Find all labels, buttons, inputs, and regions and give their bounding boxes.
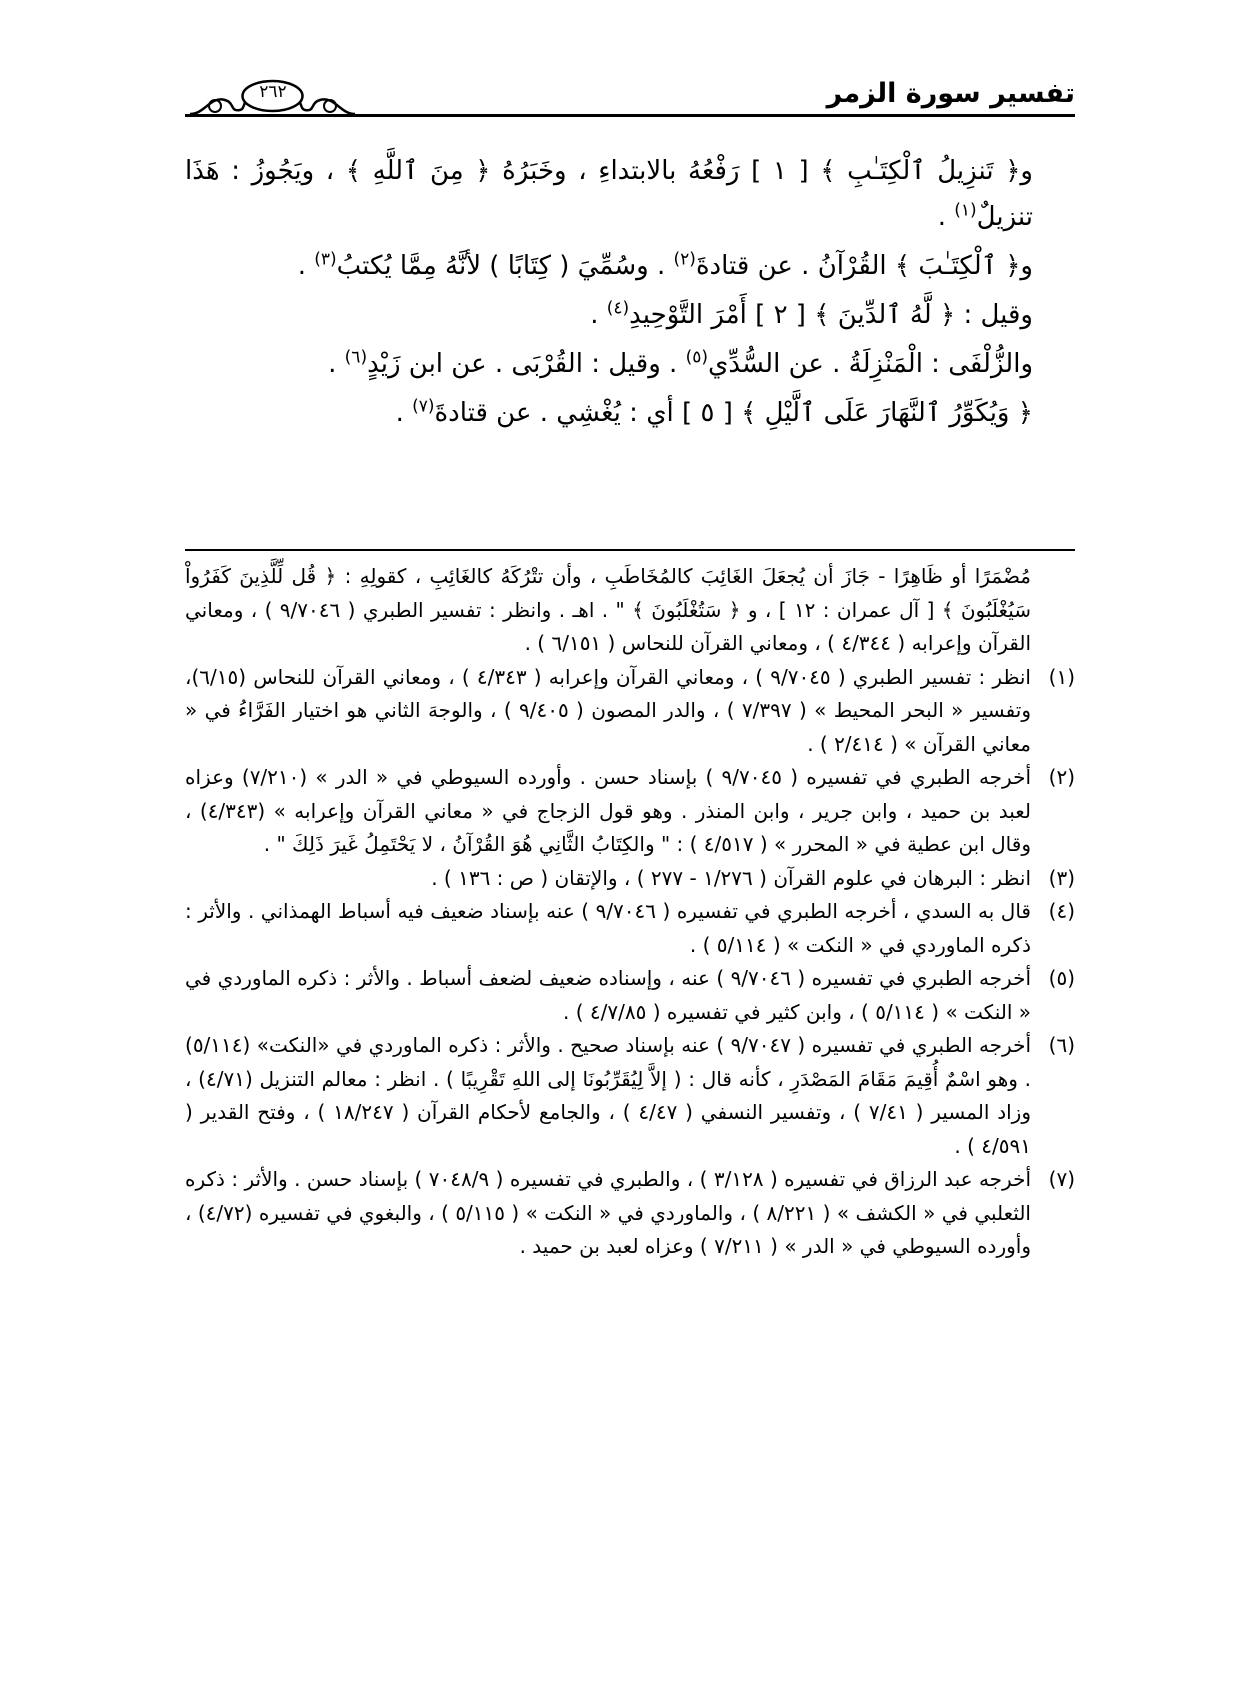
- footnote: [185, 761, 1075, 862]
- footnote-number: (١): [1048, 664, 1075, 689]
- main-paragraph: ﴿ وَيُكَوِّرُ ٱلنَّهَارَ عَلَى ٱلَّيْلِ ﴾ [ ٥ ] أي : يُغْشِي . عن قتادةَ$^{(٧)}$ .: [395, 396, 1033, 428]
- footnote: [185, 895, 1075, 962]
- footnotes: [185, 560, 1075, 1264]
- footnote: [185, 1163, 1075, 1264]
- footnote-number: (٦): [1048, 1033, 1075, 1057]
- footnote-ref: (٣): [314, 249, 337, 270]
- main-paragraph: والزُّلْفَى : الْمَنْزِلَةُ . عن السُّدِّي$^{(٥)}$ . وقيل : القُرْبَى . عن ابن زَيْدٍ$^{(٦)}$ .: [328, 347, 1033, 379]
- footnote-continuation: مُضْمَرًا أو ظَاهِرًا - جَازَ أن يُجعَلَ الغَائِبَ كالمُخَاطَبِ ، وأن تتْرُكَهُ كالغَائِبِ ، كقولِهِ : ﴿ قُل لِّلَّذِينَ كَفَرُواْ سَيُغْلَبُونَ ﴾ [ آل عمران : ١٢ ] ، و ﴿ سَتُغْلَبُونَ ﴾ " . اهـ . وانظر : تفسير الطبري ( ٩/٧٠٤٦ ) ، ومعاني القرآن وإعرابه ( ٤/٣٤٤ ) ، ومعاني القرآن للنحاس ( ٦/١٥١ ) .: [185, 564, 1031, 655]
- footnote: [185, 661, 1075, 762]
- main-paragraph: و﴿ تَنزِيلُ ٱلْكِتَـٰبِ ﴾ [ ١ ] رَفْعُهُ بالابتداءِ ، وخَبَرُهُ ﴿ مِنَ ٱللَّهِ ﴾ ، ويَجُوزُ : هَذَا تنزيلٌ$^{(١)}$ .: [185, 156, 1033, 232]
- header-rule: [185, 114, 1075, 117]
- page-number: ٢٦٢: [259, 82, 287, 102]
- footnote: [185, 862, 1075, 896]
- footnote-text: انظر : تفسير الطبري ( ٩/٧٠٤٥ ) ، ومعاني القرآن وإعرابه ( ٤/٣٤٣ ) ، ومعاني القرآن للنحاس (٦/١٥)، وتفسير « البحر المحيط » ( ٧/٣٩٧ ) ، والدر المصون ( ٩/٤٠٥ ) ، والوجهَ الثاني هو اختيار الفَرَّاءُ في « معاني القرآن » ( ٢/٤١٤ ) .: [185, 664, 1031, 756]
- footnote-ref: (٧): [412, 396, 435, 417]
- footnote: [185, 962, 1075, 1029]
- footnote-text: انظر : البرهان في علوم القرآن ( ١/٢٧٦ - ٢٧٧ ) ، والإتقان ( ص : ١٣٦ ) .: [431, 865, 1031, 890]
- footnote: [185, 1029, 1075, 1163]
- footnote-number: (٢): [1048, 765, 1075, 789]
- footnote-ref: (٥): [685, 347, 708, 368]
- footnote-ref: (٤): [606, 298, 630, 319]
- footnote-number: (٤): [1048, 899, 1075, 923]
- footnote-ref: (١): [954, 200, 977, 221]
- footnote-number: (٥): [1048, 966, 1075, 990]
- main-text: [185, 148, 1075, 436]
- footnote-text: أخرجه الطبري في تفسيره ( ٩/٧٠٤٥ ) بإسناد حسن . وأورده السيوطي في « الدر » (٧/٢١٠) وعزاه لعبد بن حميد ، وابن جرير ، وابن المنذر . وهو قول الزجاج في « معاني القرآن وإعرابه » (٤/٣٤٣) ، وقال ابن عطية في « المحرر » ( ٤/٥١٧ ) : " والكِتَابُ الثَّانِي هُوَ القُرْآنُ ، لا يَحْتَمِلُ غَيرَ ذَلِكَ " .: [185, 765, 1032, 856]
- footnote-text: أخرجه الطبري في تفسيره ( ٩/٧٠٤٦ ) عنه ، وإسناده ضعيف لضعف أسباط . والأثر : ذكره الماوردي في « النكت » ( ٥/١١٤ ) ، وابن كثير في تفسيره ( ٤/٧/٨٥ ) .: [185, 966, 1032, 1024]
- footnote-separator: [185, 549, 1075, 551]
- page-title: تفسير سورة الزمر: [826, 78, 1075, 109]
- footnote-number: (٧): [1048, 1167, 1075, 1191]
- footnote-number: (٣): [1048, 865, 1075, 890]
- footnote-text: أخرجه عبد الرزاق في تفسيره ( ٣/١٢٨ ) ، والطبري في تفسيره ( ٧٠٤٨/٩ ) بإسناد حسن . والأثر : ذكره الثعلبي في « الكشف » ( ٨/٢٢١ ) ، والماوردي في « النكت » ( ٥/١١٥ ) ، والبغوي في تفسيره (٤/٧٢) ، وأورده السيوطي في « الدر » ( ٧/٢١١ ) وعزاه لعبد بن حميد .: [185, 1167, 1032, 1258]
- footnote-text: أخرجه الطبري في تفسيره ( ٩/٧٠٤٧ ) عنه بإسناد صحيح . والأثر : ذكره الماوردي في «النكت» (٥/١١٤) . وهو اسْمٌ أُقِيمَ مَقَامَ المَصْدَرِ ، كأنه قال : ( إلاَّ لِيُقَرِّبُونَا إلى اللهِ تَقْرِيبًا ) . انظر : معالم التنزيل (٤/٧١) ، وزاد المسير ( ٧/٤١ ) ، وتفسير النسفي ( ٤/٤٧ ) ، والجامع لأحكام القرآن ( ١٨/٢٤٧ ) ، وفتح القدير ( ٤/٥٩١ ) .: [185, 1033, 1031, 1158]
- main-paragraph: و﴿ ٱلْكِتَـٰبَ ﴾ القُرْآنُ . عن قتادةَ$^{(٢)}$ . وسُمِّيَ ( كِتَابًا ) لأنَّهُ مِمَّا يُكتبُ$^{(٣)}$ .: [297, 249, 1033, 281]
- page-header: [185, 70, 1075, 120]
- main-paragraph: وقيل : ﴿ لَّهُ ٱلدِّينَ ﴾ [ ٢ ] أَمْرَ التَّوْحِيدِ$^{(٤)}$ .: [590, 298, 1033, 330]
- footnote-ref: (٦): [344, 347, 368, 368]
- footnote-ref: (٢): [673, 249, 696, 270]
- footnote-text: قال به السدي ، أخرجه الطبري في تفسيره ( ٩/٧٠٤٦ ) عنه بإسناد ضعيف فيه أسباط الهمذاني . والأثر : ذكره الماوردي في « النكت » ( ٥/١١٤ ) .: [185, 899, 1031, 957]
